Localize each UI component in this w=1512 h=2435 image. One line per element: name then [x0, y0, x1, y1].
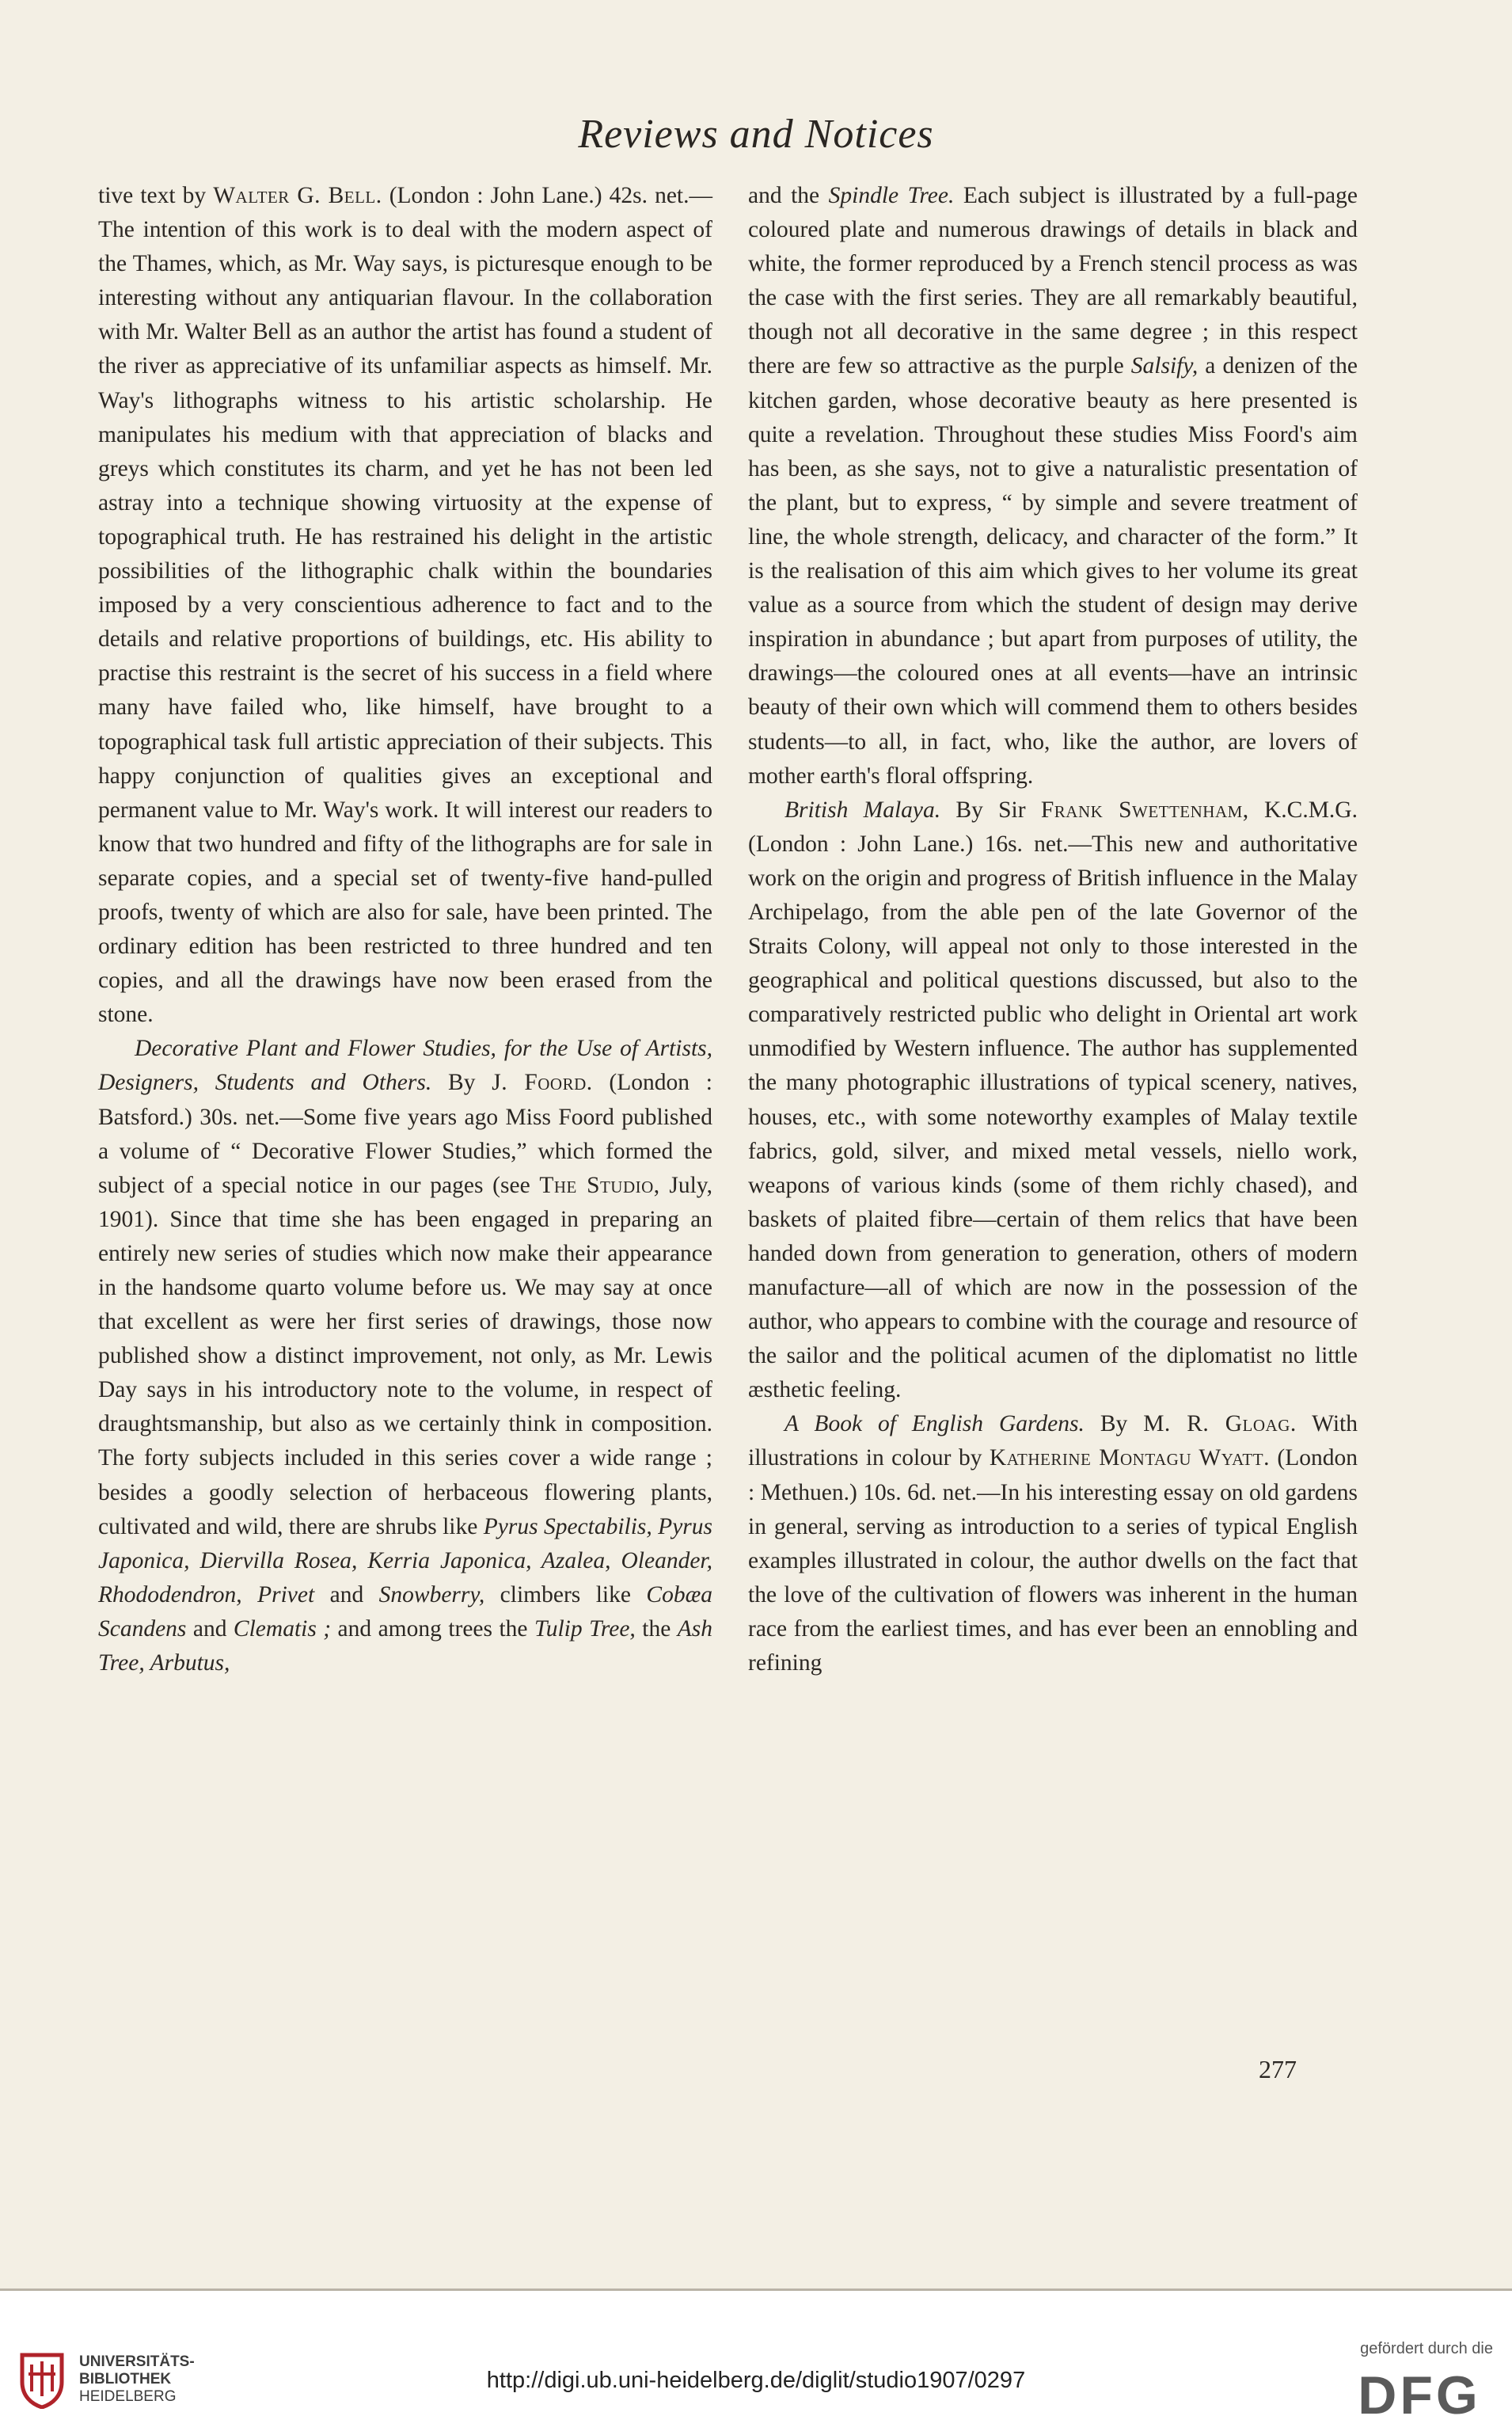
sponsor-text: gefördert durch die: [1360, 2340, 1493, 2357]
dfg-logo: [1344, 2369, 1495, 2420]
running-head: Reviews and Notices: [578, 112, 934, 157]
author-name: Frank Swettenham,: [1040, 797, 1249, 823]
book-title: A Book of English Gardens.: [784, 1411, 1085, 1437]
left-column: [98, 179, 712, 1680]
footer-divider: [0, 2289, 1512, 2291]
page-number: 277: [1259, 2055, 1297, 2083]
book-title: British Malaya.: [784, 797, 941, 823]
review-english-gardens: A Book of English Gardens. By M. R. Gloag. With illustrations in colour by Katherine Montagu Wyatt. (London : Methuen.) 10s. 6d. net.—In his interesting essay on old gardens in general, serving as introduction to a series of typical English examples illustrated in colour, the author dwells on the fact that the love of the cultivation of flowers was inherent in the human race from the earliest times, and has ever been an ennobling and refining: [748, 1411, 1358, 1676]
author-name: Walter G. Bell.: [213, 183, 382, 208]
review-thames-continued: tive text by Walter G. Bell. (London : John Lane.) 42s. net.—The intention of this work is to deal with the modern aspect of the Thames, which, as Mr. Way says, is picturesque enough to be interesting without any antiquarian flavour. In the collaboration with Mr. Walter Bell as an author the artist has found a student of the river as appreciative of its unfamiliar aspects as himself. Mr. Way's lithographs witness to his artistic scholarship. He manipulates his medium with that appreciation of blacks and greys which constitutes its charm, and yet he has not been led astray into a technique showing virtuosity at the expense of topographical truth. He has restrained his delight in the artistic possibilities of the lithographic chalk within the boundaries imposed by a very conscientious adherence to fact and to the details and relative proportions of buildings, etc. His ability to practise this restraint is the secret of his success in a field where many have failed who, like himself, have brought to a topographical task full artistic appreciation of their subjects. This happy conjunction of qualities gives an exceptional and permanent value to Mr. Way's work. It will interest our readers to know that two hundred and fifty of the lithographs are for sale in separate copies, and a special set of twenty-five hand-pulled proofs, twenty of which are also for sale, have been printed. The ordinary edition has been restricted to three hundred and ten copies, and all the drawings have now been erased from the stone.: [98, 183, 712, 1028]
right-column: [748, 179, 1358, 1680]
institution-name: UNIVERSITÄTS- BIBLIOTHEK HEIDELBERG: [79, 2353, 195, 2405]
review-decorative-plant-studies-continued: and the Spindle Tree. Each subject is illustrated by a full-page coloured plate and numerous drawings of details in black and white, the former reproduced by a French stencil process as was the case with the first series. They are all remarkably beautiful, though not all decorative in the same degree ; in this respect there are few so attractive as the purple Salsify, a denizen of the kitchen garden, whose decorative beauty as here presented is quite a revelation. Throughout these studies Miss Foord's aim has been, as she says, not to give a naturalistic presentation of the plant, but to express, “ by simple and severe treatment of line, the whole strength, delicacy, and character of the form.” It is the realisation of this aim which gives to her volume its great value as a source from which the student of design may derive inspiration in abundance ; but apart from purposes of utility, the drawings—the coloured ones at all events—have an intrinsic beauty of their own which will commend them to others besides students—to all, in fact, who, like the author, are lovers of mother earth's floral offspring.: [748, 183, 1358, 789]
magazine-name: The Studio,: [539, 1172, 660, 1198]
author-name: J. Foord.: [492, 1070, 593, 1096]
book-title: Decorative Plant and Flower Studies, for the Use of Artists, Designers, Students and Others.: [98, 1036, 712, 1096]
permalink-url[interactable]: http://digi.ub.uni-heidelberg.de/diglit/studio1907/0297: [486, 2368, 1026, 2393]
review-british-malaya: British Malaya. By Sir Frank Swettenham, K.C.M.G. (London : John Lane.) 16s. net.—This new and authoritative work on the origin and progress of British influence in the Malay Archipelago, from the able pen of the late Governor of the Straits Colony, will appeal not only to those interested in the geographical and political questions discussed, but also to the comparatively restricted public who delight in Oriental art work unmodified by Western influence. The author has supplemented the many photographic illustrations of typical scenery, natives, houses, etc., with some noteworthy examples of Malay textile fabrics, gold, silver, and mixed metal vessels, niello work, weapons of various kinds (some of them richly chased), and baskets of plaited fibre—certain of them relics that have been handed down from generation to generation, others of modern manufacture—all of which are now in the possession of the author, who appears to combine with the courage and resource of the sailor and the political acumen of the diplomatist no little æsthetic feeling.: [748, 797, 1358, 1403]
illustrator-name: Katherine Montagu Wyatt.: [989, 1445, 1270, 1471]
footer-bar: [0, 2289, 1512, 2435]
review-decorative-plant-studies: Decorative Plant and Flower Studies, for the Use of Artists, Designers, Students and Others. By J. Foord. (London : Batsford.) 30s. net.—Some five years ago Miss Foord published a volume of “ Decorative Flower Studies,” which formed the subject of a special notice in our pages (see The Studio, July, 1901). Since that time she has been engaged in preparing an entirely new series of studies which now make their appearance in the handsome quarto volume before us. We may say at once that excellent as were her first series of drawings, those now published show a distinct improvement, not only, as Mr. Lewis Day says in his introductory note to the volume, in respect of draughtsmanship, but also as we certainly think in composition. The forty subjects included in this series cover a wide range ; besides a goodly selection of herbaceous flowering plants, cultivated and wild, there are shrubs like Pyrus Spectabilis, Pyrus Japonica, Diervilla Rosea, Kerria Japonica, Azalea, Oleander, Rhododendron, Privet and Snowberry, climbers like Cobæa Scandens and Clematis ; and among trees the Tulip Tree, the Ash Tree, Arbutus,: [98, 1036, 713, 1676]
dfg-logo-text: DFG: [1358, 2369, 1481, 2420]
author-name: M. R. Gloag.: [1143, 1411, 1297, 1437]
